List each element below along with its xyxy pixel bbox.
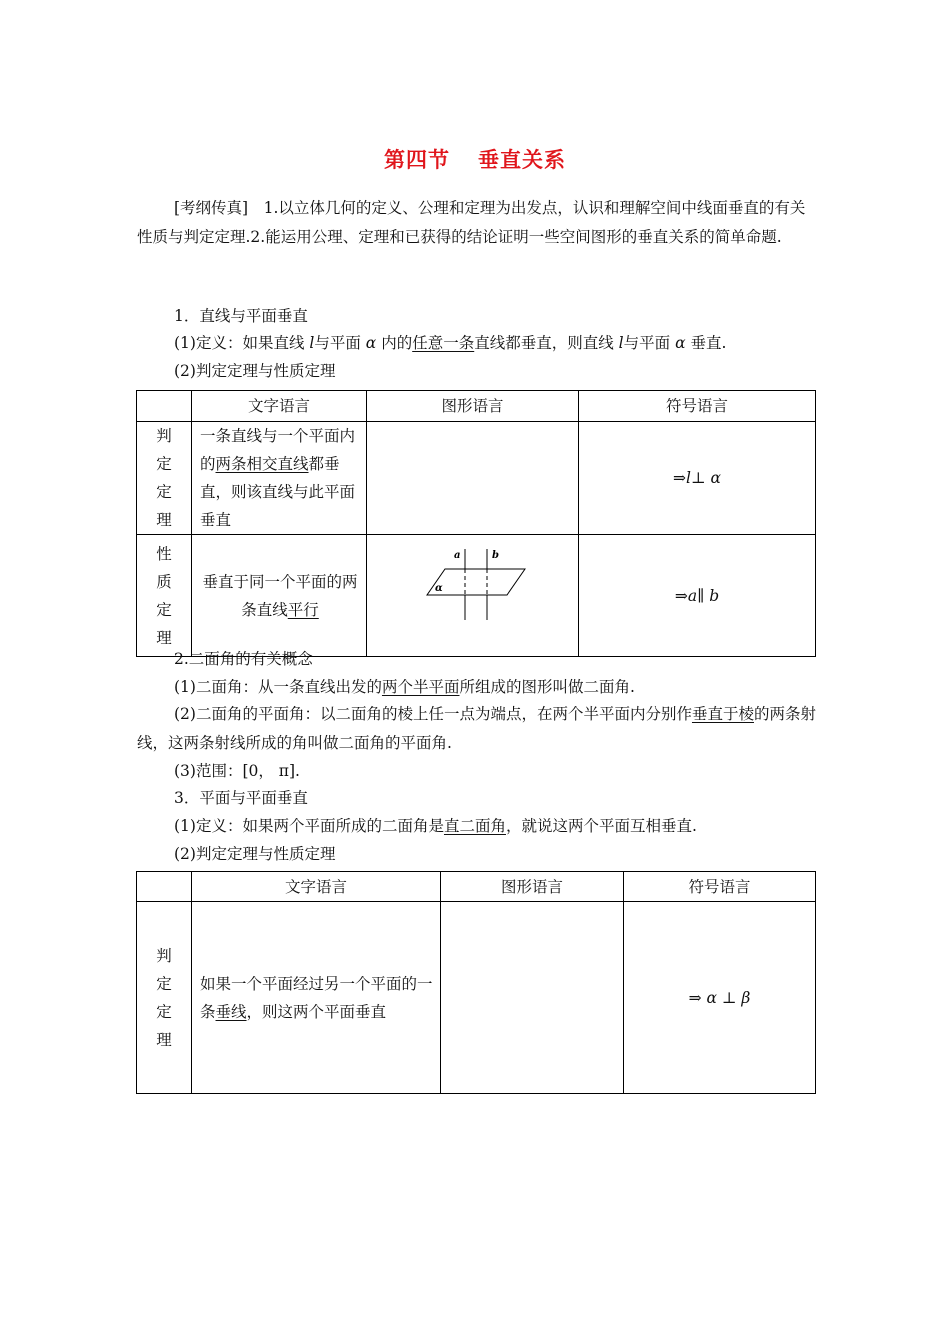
row-text: 一条直线与一个平面内的两条相交直线都垂直，则该直线与此平面垂直 (192, 422, 367, 535)
underlined-answer: 直二面角 (443, 817, 506, 835)
table-header-blank (137, 872, 192, 902)
section1-heading: 1．直线与平面垂直 (174, 307, 308, 325)
underlined-answer: 两条相交直线 (215, 455, 309, 473)
table-row (137, 902, 816, 1094)
figure-cell-empty (441, 902, 624, 1094)
page-title (0, 144, 950, 174)
figure-cell (367, 535, 579, 657)
section2-p3: (3)范围：[0， π]. (174, 762, 300, 780)
row-text: 如果一个平面经过另一个平面的一条垂线，则这两个平面垂直 (192, 902, 441, 1094)
line-plane-table (136, 390, 816, 657)
label-b: b (492, 550, 499, 561)
table-header-text: 文字语言 (192, 391, 367, 422)
table-header-text: 文字语言 (192, 872, 441, 902)
underlined-answer: 两个半平面 (381, 678, 460, 696)
section1-subheading: (2)判定定理与性质定理 (174, 362, 336, 380)
section2-p2: (2)二面角的平面角：以二面角的棱上任一点为端点，在两个半平面内分别作垂直于棱的两条射线，这两条射线所成的角叫做二面角的平面角. (137, 705, 816, 752)
syllabus-paragraph (137, 194, 817, 252)
title-topic: 垂直关系 (478, 147, 566, 172)
plane-plane-table (136, 871, 816, 1094)
syllabus-text: 1.以立体几何的定义、公理和定理为出发点，认识和理解空间中线面垂直的有关性质与判定定理.2.能运用公理、定理和已获得的结论证明一些空间图形的垂直关系的简单命题. (137, 199, 806, 246)
section3-definition: (1)定义：如果两个平面所成的二面角是直二面角，就说这两个平面互相垂直. (174, 817, 697, 835)
underlined-answer: 垂线 (215, 1002, 247, 1021)
row-label-judgement: 判 定 定 理 (137, 422, 192, 535)
table-header-figure: 图形语言 (441, 872, 624, 902)
label-alpha: α (435, 583, 443, 594)
row-symbol: ⇒ α ⊥ β (624, 902, 816, 1094)
underlined-answer: 垂直于棱 (691, 705, 754, 723)
section3-heading: 3．平面与平面垂直 (174, 789, 308, 807)
row-symbol: ⇒l⊥ α (579, 422, 816, 535)
table-header-symbol: 符号语言 (624, 872, 816, 902)
row-symbol: ⇒a∥ b (579, 535, 816, 657)
row-text: 垂直于同一个平面的两条直线平行 (192, 535, 367, 657)
table-row (137, 422, 816, 535)
table-row (137, 535, 816, 657)
row-label-property: 性 质 定 理 (137, 535, 192, 657)
underlined-answer: 任意一条 (412, 334, 475, 352)
section2-p1: (1)二面角：从一条直线出发的两个半平面所组成的图形叫做二面角. (174, 678, 635, 696)
underlined-answer: 平行 (287, 600, 319, 619)
parallel-lines-figure (367, 535, 579, 647)
row-label-judgement: 判 定 定 理 (137, 902, 192, 1094)
section2-heading: 2.二面角的有关概念 (174, 650, 313, 668)
table-header-blank (137, 391, 192, 422)
label-a: a (454, 550, 461, 561)
syllabus-bracket: [考纲传真] (174, 199, 249, 217)
section1-definition: (1)定义：如果直线 l与平面 α 内的任意一条直线都垂直，则直线 l与平面 α 垂直. (174, 334, 727, 352)
figure-cell-empty (367, 422, 579, 535)
table-header-figure: 图形语言 (367, 391, 579, 422)
title-section: 第四节 (384, 147, 450, 172)
table-header-symbol: 符号语言 (579, 391, 816, 422)
section3-subheading: (2)判定定理与性质定理 (174, 845, 336, 863)
